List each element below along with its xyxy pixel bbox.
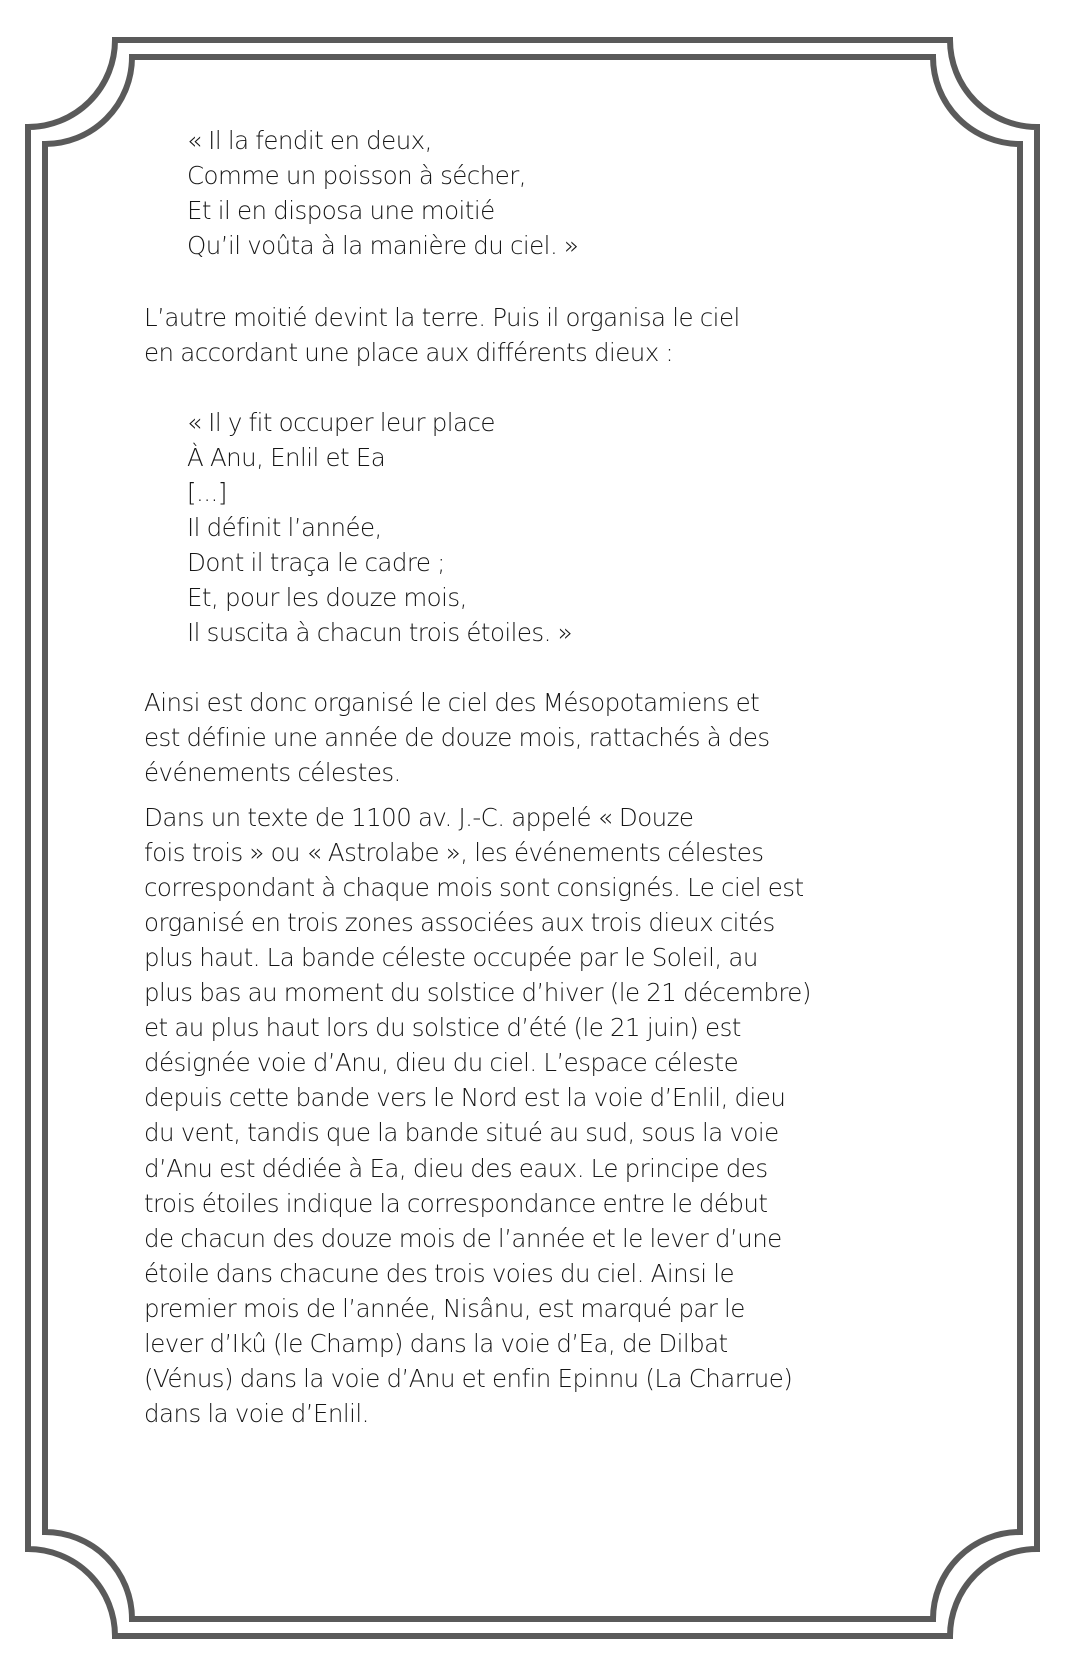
verse-line: Comme un poisson à sécher, [187,161,526,190]
paragraph-line: L’autre moitié devint la terre. Puis il organisa le ciel [144,303,740,332]
paragraph-line: étoile dans chacune des trois voies du ciel. Ainsi le [144,1258,735,1288]
paragraph-line: de chacun des douze mois de l’année et le lever d’une [144,1223,782,1253]
verse-line: Il suscita à chacun trois étoiles. » [187,618,573,647]
verse-line: [...] [187,478,227,507]
paragraph-line: d’Anu est dédiée à Ea, dieu des eaux. Le principe des [144,1153,768,1183]
paragraph-line: du vent, tandis que la bande situé au sud, sous la voie [144,1118,779,1148]
verse-line: À Anu, Enlil et Ea [187,443,386,472]
paragraph-line: désignée voie d’Anu, dieu du ciel. L’espace céleste [144,1048,739,1078]
paragraph-line: lever d’Ikû (le Champ) dans la voie d’Ea, de Dilbat [144,1328,728,1358]
paragraph-line: en accordant une place aux différents dieux : [144,338,674,367]
paragraph-line: (Vénus) dans la voie d’Anu et enfin Epinnu (La Charrue) [144,1363,793,1393]
verse-line: Et, pour les douze mois, [187,583,467,612]
paragraph-line: Dans un texte de 1100 av. J.-C. appelé « Douze [144,803,694,832]
paragraph-line: fois trois » ou « Astrolabe », les événements célestes [144,838,764,868]
paragraph-line: correspondant à chaque mois sont consignés. Le ciel est [144,873,804,903]
paragraph-line: organisé en trois zones associées aux trois dieux cités [144,908,775,938]
verse-line: « Il y fit occuper leur place [187,408,495,437]
paragraph-line: dans la voie d’Enlil. [144,1398,369,1428]
paragraph-line: premier mois de l’année, Nisânu, est marqué par le [144,1293,745,1323]
paragraph-line: événements célestes. [144,758,401,787]
paragraph-line: depuis cette bande vers le Nord est la voie d’Enlil, dieu [144,1083,786,1113]
paragraph-line: Ainsi est donc organisé le ciel des Mésopotamiens et [144,688,760,717]
verse-line: Il définit l’année, [187,513,382,542]
paragraph-line: trois étoiles indique la correspondance entre le début [144,1188,768,1218]
paragraph-line: et au plus haut lors du solstice d’été (le 21 juin) est [144,1013,741,1043]
paragraph-line: plus bas au moment du solstice d’hiver (le 21 décembre) [144,978,811,1008]
verse-line: Dont il traça le cadre ; [187,548,445,577]
paragraph-line: plus haut. La bande céleste occupée par le Soleil, au [144,943,758,973]
verse-line: Qu’il voûta à la manière du ciel. » [187,231,579,260]
verse-line: Et il en disposa une moitié [187,196,495,225]
paragraph-line: est définie une année de douze mois, rattachés à des [144,723,770,752]
verse-line: « Il la fendit en deux, [187,126,432,155]
